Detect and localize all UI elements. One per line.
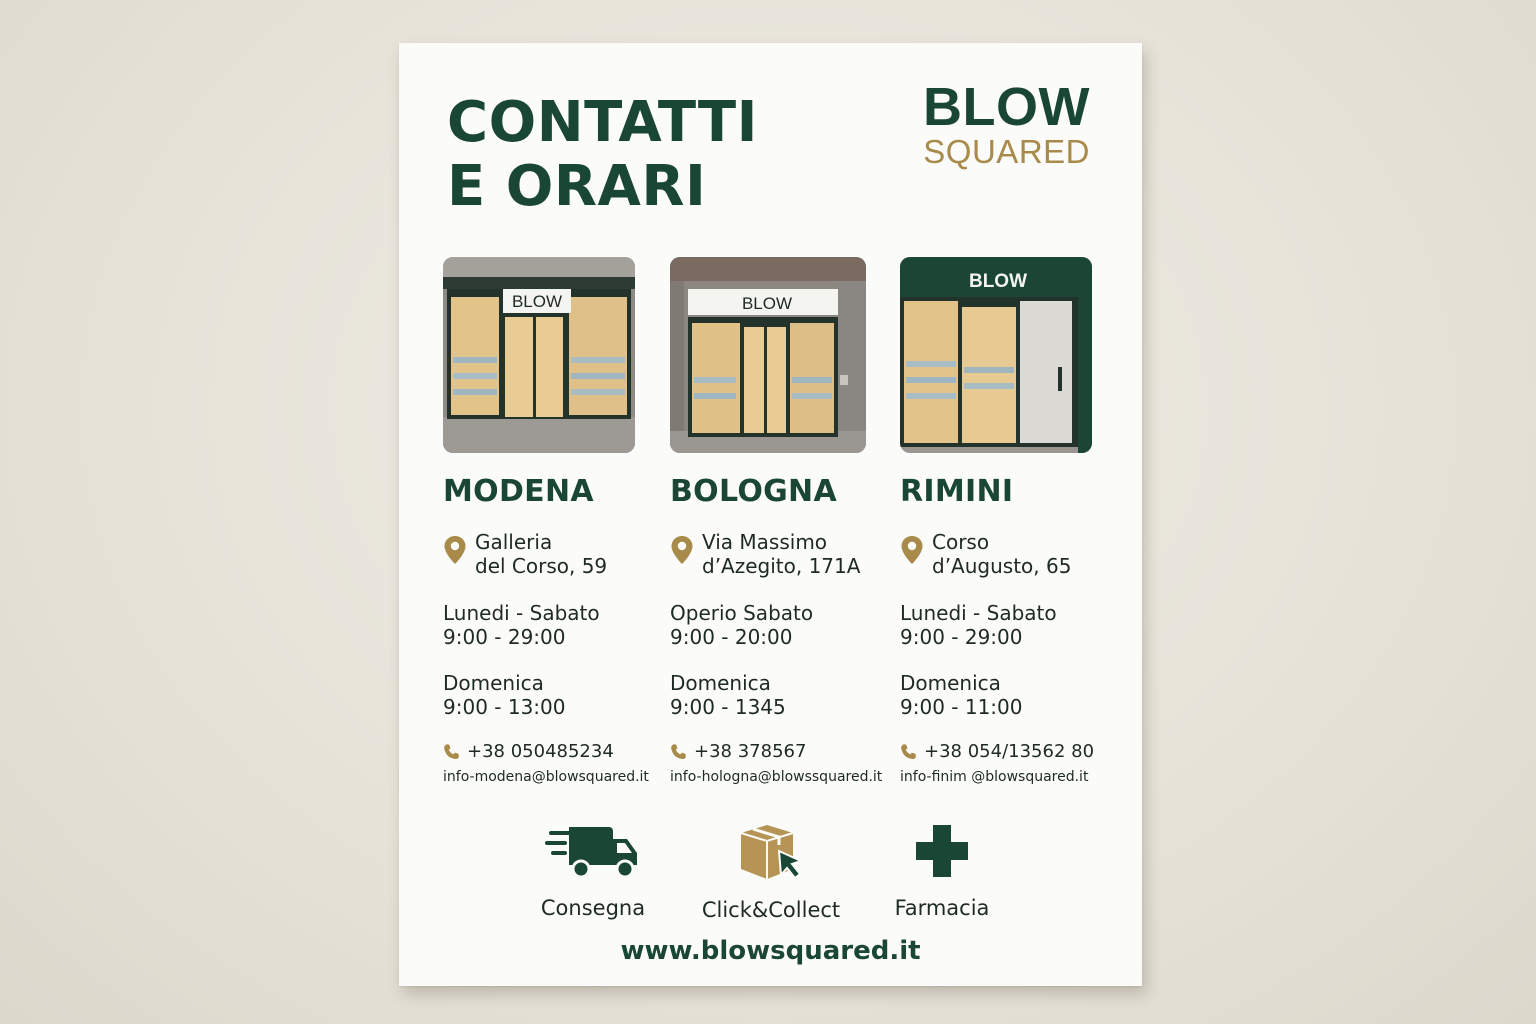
location-pin-icon [443, 535, 467, 565]
sunday-hours [670, 671, 870, 719]
service-pharmacy [852, 823, 1032, 921]
address-line-2: d’Augusto, 65 [932, 554, 1072, 578]
weekday-label: Operio Sabato [670, 601, 814, 625]
title-line-1: CONTATTI [447, 90, 758, 155]
address-line-1: Via Massimo [702, 530, 828, 554]
location-pin-icon [900, 535, 924, 565]
service-label: Click&Collect [701, 898, 841, 922]
city-name: BOLOGNA [670, 474, 837, 509]
phone-number: +38 378567 [694, 741, 807, 762]
store-sign-modena: BLOW [511, 292, 563, 311]
storefront-photo-bologna [670, 257, 866, 453]
store-email[interactable]: info-hologna@blowssquared.it [670, 769, 883, 785]
address-line-2: d’Azegito, 171A [702, 554, 861, 578]
city-name: RIMINI [900, 474, 1014, 509]
service-delivery [503, 823, 683, 921]
store-card-modena [443, 257, 649, 786]
store-email[interactable]: info-modena@blowsquared.it [443, 769, 649, 785]
store-phone[interactable] [900, 741, 1100, 763]
pharmacy-cross-icon [914, 823, 970, 879]
store-address [670, 530, 870, 578]
store-card-rimini [900, 257, 1100, 786]
logo-word-squared: SQUARED [923, 133, 1090, 170]
sunday-hours [443, 671, 643, 719]
address-line-2: del Corso, 59 [475, 554, 608, 578]
sunday-time: 9:00 - 11:00 [900, 695, 1023, 719]
weekday-hours [443, 601, 643, 649]
sunday-hours [900, 671, 1100, 719]
store-phone[interactable] [443, 741, 643, 763]
weekday-time: 9:00 - 20:00 [670, 625, 793, 649]
page-title [447, 91, 758, 219]
store-card-bologna [670, 257, 883, 786]
contact-flyer [399, 43, 1142, 986]
storefront-photo-rimini [900, 257, 1092, 453]
store-sign-bologna: BLOW [741, 294, 793, 313]
sunday-label: Domenica [900, 671, 1001, 695]
phone-icon [670, 743, 688, 761]
storefront-photo-modena [443, 257, 635, 453]
phone-number: +38 050485234 [467, 741, 614, 762]
sunday-time: 9:00 - 1345 [670, 695, 786, 719]
weekday-label: Lunedi - Sabato [443, 601, 600, 625]
brand-logo [923, 79, 1090, 169]
website-link[interactable]: www.blowsquared.it [620, 936, 921, 966]
city-name: MODENA [443, 474, 594, 509]
service-label: Consegna [540, 896, 646, 920]
store-sign-rimini: BLOW [968, 271, 1028, 292]
weekday-label: Lunedi - Sabato [900, 601, 1057, 625]
sunday-label: Domenica [670, 671, 771, 695]
weekday-time: 9:00 - 29:00 [900, 625, 1023, 649]
sunday-time: 9:00 - 13:00 [443, 695, 566, 719]
location-pin-icon [670, 535, 694, 565]
store-email[interactable]: info-finim @blowsquared.it [900, 769, 1089, 785]
store-phone[interactable] [670, 741, 870, 763]
service-click-collect [681, 823, 861, 923]
phone-icon [900, 743, 918, 761]
box-cursor-icon [735, 823, 807, 881]
phone-icon [443, 743, 461, 761]
logo-word-blow: BLOW [923, 77, 1090, 137]
store-address [900, 530, 1100, 578]
address-line-1: Corso [932, 530, 990, 554]
phone-number: +38 054/13562 80 [924, 741, 1095, 762]
title-line-2: E ORARI [447, 154, 707, 219]
store-address [443, 530, 643, 578]
weekday-hours [900, 601, 1100, 649]
weekday-hours [670, 601, 870, 649]
weekday-time: 9:00 - 29:00 [443, 625, 566, 649]
service-label: Farmacia [894, 896, 990, 920]
sunday-label: Domenica [443, 671, 544, 695]
delivery-truck-icon [545, 823, 641, 879]
address-line-1: Galleria [475, 530, 553, 554]
